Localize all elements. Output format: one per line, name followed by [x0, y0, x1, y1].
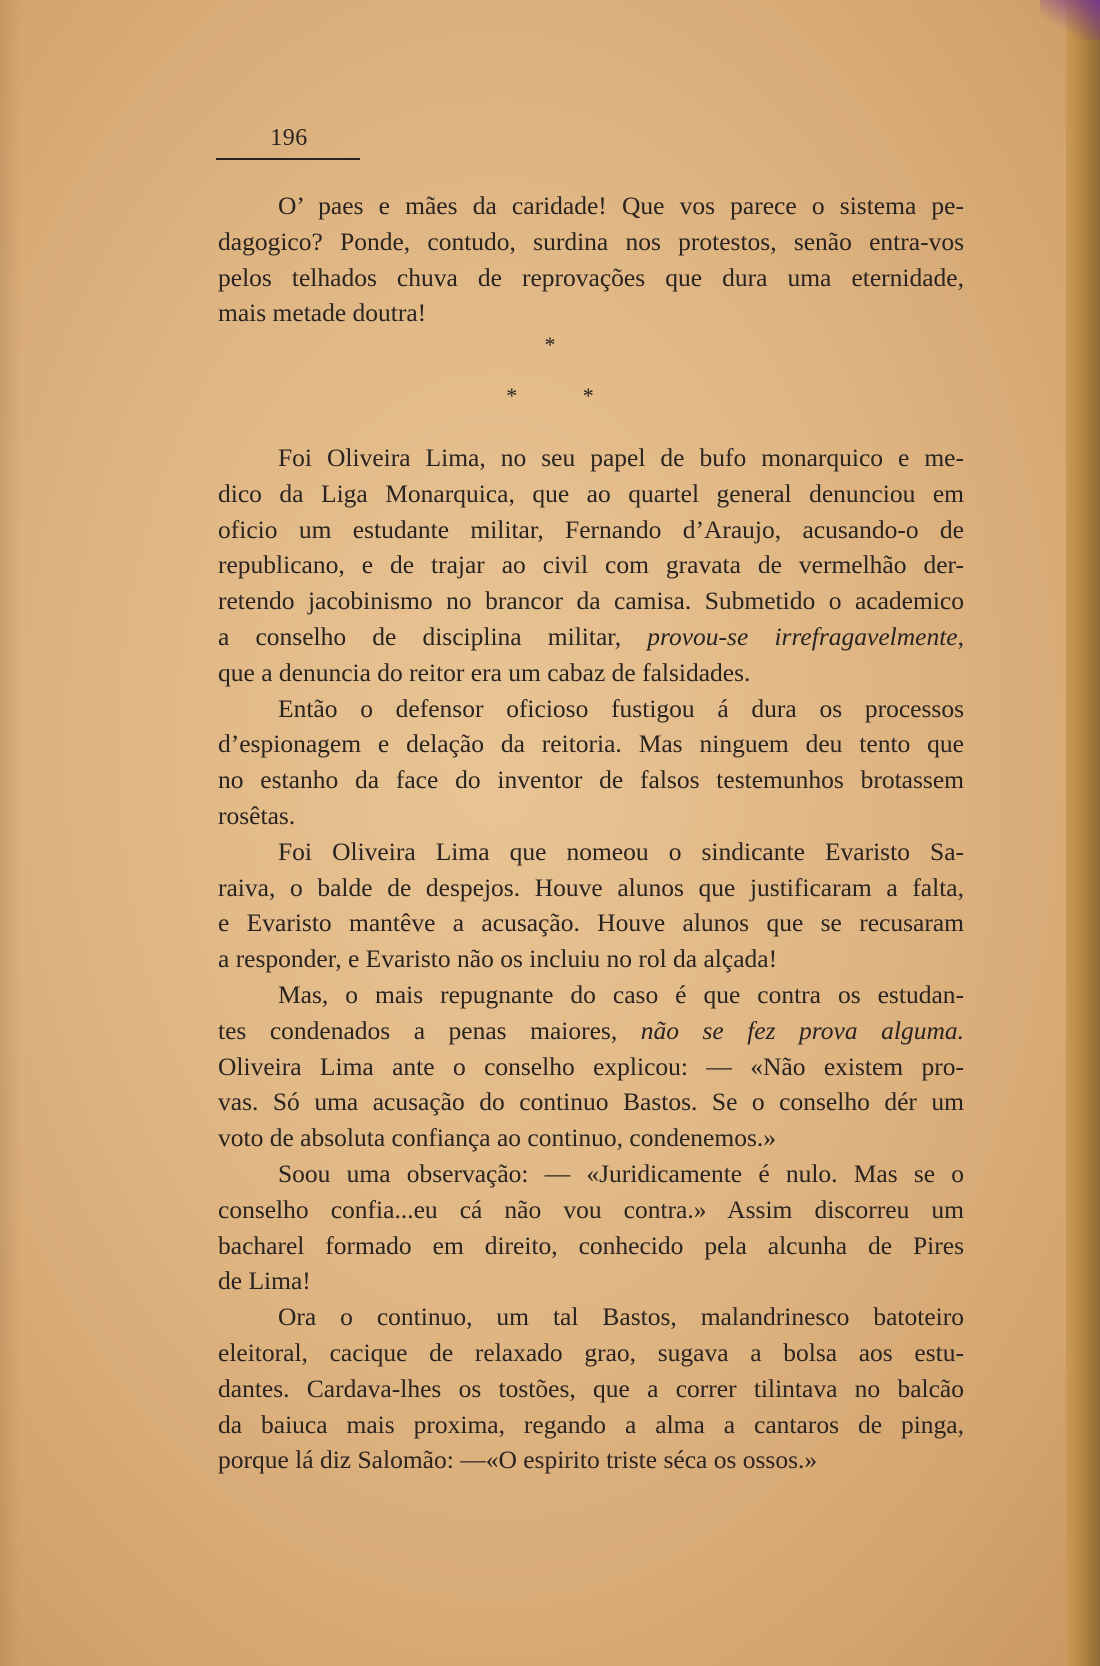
text-line: d’espionagem e delação da reitoria. Mas ninguem deu tento que [218, 729, 964, 759]
italic-emphasis: não se fez prova alguma. [640, 1015, 964, 1045]
text-line: dagogico? Ponde, contudo, surdina nos protestos, senão entra-vos [218, 226, 964, 256]
text-segment: a conselho de disciplina militar, [218, 621, 648, 651]
text-line [218, 1013, 964, 1049]
text-line: Foi Oliveira Lima, no seu papel de bufo monarquico e me- [278, 443, 964, 472]
text-line: no estanho da face do inventor de falsos testemunhos brotassem [218, 765, 964, 795]
italic-emphasis: provou-se irrefragavelmente [647, 621, 958, 651]
text-line: Ora o continuo, um tal Bastos, malandrinesco batoteiro [278, 1302, 964, 1332]
text-line: a responder, e Evaristo não os incluiu no rol da alçada! [218, 944, 778, 974]
text-line: dico da Liga Monarquica, que ao quartel general denunciou em [218, 478, 964, 508]
text-line: voto de absoluta confiança ao continuo, condenemos.» [218, 1123, 776, 1153]
text-segment: , [957, 621, 964, 651]
text-line: mais metade doutra! [218, 298, 427, 328]
text-line: rosêtas. [218, 800, 296, 830]
page-left-shading [0, 0, 20, 1666]
body-text [218, 440, 964, 1478]
text-line: que a denuncia do reitor era um cabaz de falsidades. [218, 657, 751, 687]
section-separator-bottom [0, 385, 1100, 407]
text-line: raiva, o balde de despejos. Houve alunos que justificaram a falta, [218, 872, 964, 902]
text-line: Mas, o mais repugnante do caso é que contra os estudan- [278, 979, 964, 1009]
asterisk: * [544, 332, 556, 357]
text-line: Então o defensor oficioso fustigou á dura os processos [278, 693, 964, 723]
text-line: Oliveira Lima ante o conselho explicou: — «Não existem pro- [218, 1051, 964, 1081]
asterisk: * [582, 383, 594, 408]
text-line: vas. Só uma acusação do continuo Bastos. Se o conselho dér um [218, 1087, 964, 1117]
text-line: da baiuca mais proxima, regando a alma a cantaros de pinga, [218, 1409, 964, 1439]
text-line: Soou uma observação: — «Juridicamente é nulo. Mas se o [278, 1158, 964, 1188]
text-line: de Lima! [218, 1266, 311, 1296]
text-line: e Evaristo mantêve a acusação. Houve alunos que se recusaram [218, 908, 964, 938]
text-line [218, 619, 964, 655]
text-line: porque lá diz Salomão: —«O espirito triste séca os ossos.» [218, 1445, 818, 1475]
text-line: Foi Oliveira Lima que nomeou o sindicante Evaristo Sa- [278, 836, 964, 866]
text-line: pelos telhados chuva de reprovações que dura uma eternidade, [218, 262, 964, 292]
text-segment: tes condenados a penas maiores, [218, 1015, 641, 1045]
page-right-edge [1066, 0, 1100, 1666]
text-line: dantes. Cardava-lhes os tostões, que a correr tilintava no balcão [218, 1373, 964, 1403]
text-line: republicano, e de trajar ao civil com gravata de vermelhão der- [218, 550, 964, 580]
header-rule [216, 158, 360, 160]
section-separator-top [0, 334, 1100, 356]
opening-paragraph [218, 188, 964, 331]
text-line: bacharel formado em direito, conhecido pela alcunha de Pires [218, 1230, 964, 1260]
text-line: eleitoral, cacique de relaxado grao, sugava a bolsa aos estu- [218, 1337, 964, 1367]
page-number-container [216, 124, 362, 152]
page-number: 196 [270, 125, 308, 151]
asterisk: * [506, 383, 518, 408]
text-line: O’ paes e mães da caridade! Que vos parece o sistema pe- [278, 191, 964, 220]
text-line: oficio um estudante militar, Fernando d’Araujo, acusando-o de [218, 514, 964, 544]
text-line: retendo jacobinismo no brancor da camisa. Submetido o academico [218, 586, 964, 616]
page-corner-stain [1040, 0, 1100, 40]
text-line: conselho confia...eu cá não vou contra.» Assim discorreu um [218, 1194, 964, 1224]
